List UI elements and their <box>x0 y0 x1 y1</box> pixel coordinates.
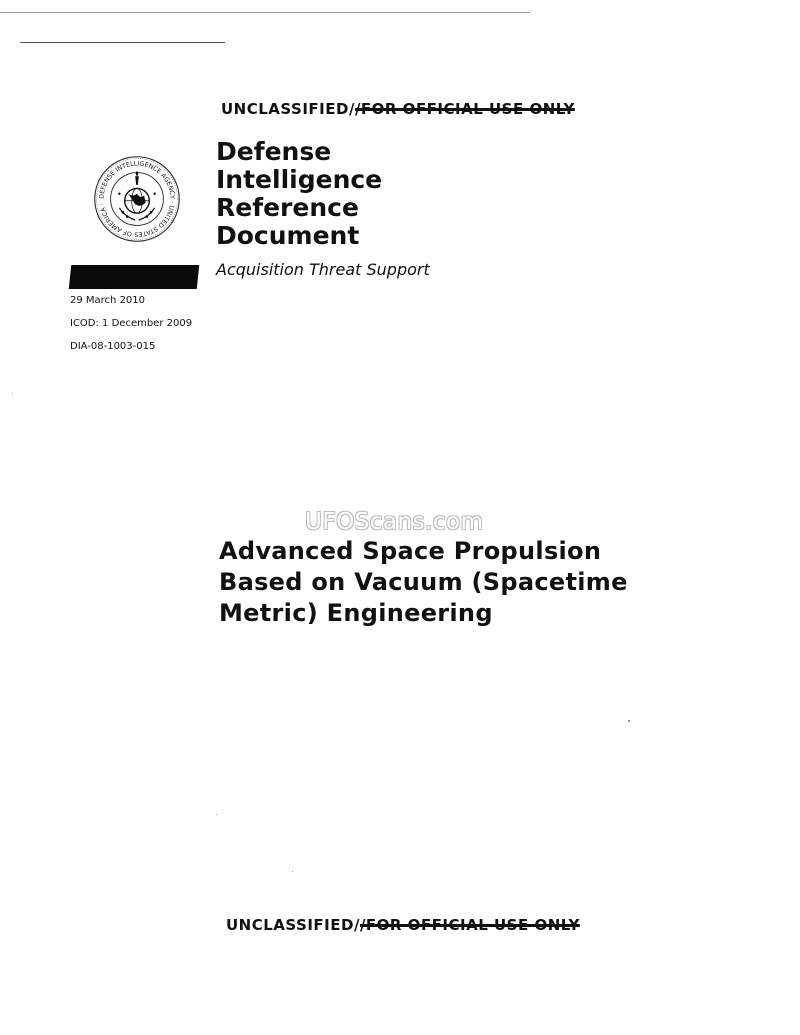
footer-classification-label: UNCLASSIFIED/ <box>226 916 360 934</box>
scan-speck <box>628 720 630 722</box>
footer-classification <box>226 916 580 934</box>
seal-ring-text: DEFENSE INTELLIGENCE AGENCY · UNITED STATES OF AMERICA · <box>98 160 176 238</box>
document-type-line-3: Reference <box>216 193 359 222</box>
document-icod: ICOD: 1 December 2009 <box>70 318 193 329</box>
scan-speck <box>216 814 217 815</box>
document-subtitle: Acquisition Threat Support <box>216 260 430 279</box>
document-type-line-2: Intelligence <box>216 165 383 194</box>
main-title <box>219 536 628 629</box>
scan-line-second <box>20 42 225 43</box>
redaction-bar <box>69 265 200 289</box>
footer-classification-struck: /FOR OFFICIAL USE ONLY <box>359 916 580 934</box>
header-classification-struck: /FOR OFFICIAL USE ONLY <box>354 100 575 118</box>
dia-seal-icon <box>93 155 181 243</box>
document-type-line-1: Defense <box>216 137 332 166</box>
header-classification-label: UNCLASSIFIED/ <box>221 100 355 118</box>
document-id: DIA-08-1003-015 <box>70 341 156 352</box>
scan-speck <box>12 393 13 394</box>
document-date: 29 March 2010 <box>70 295 146 306</box>
scan-line-top <box>0 12 530 13</box>
main-title-line-3: Metric) Engineering <box>219 599 493 627</box>
document-type-line-4: Document <box>216 221 360 250</box>
watermark: UFOScans.com <box>305 509 484 535</box>
header-classification <box>221 100 575 118</box>
main-title-line-2: Based on Vacuum (Spacetime <box>219 568 628 596</box>
scan-speck <box>292 871 293 872</box>
document-type-heading <box>216 138 382 250</box>
main-title-line-1: Advanced Space Propulsion <box>219 537 602 565</box>
